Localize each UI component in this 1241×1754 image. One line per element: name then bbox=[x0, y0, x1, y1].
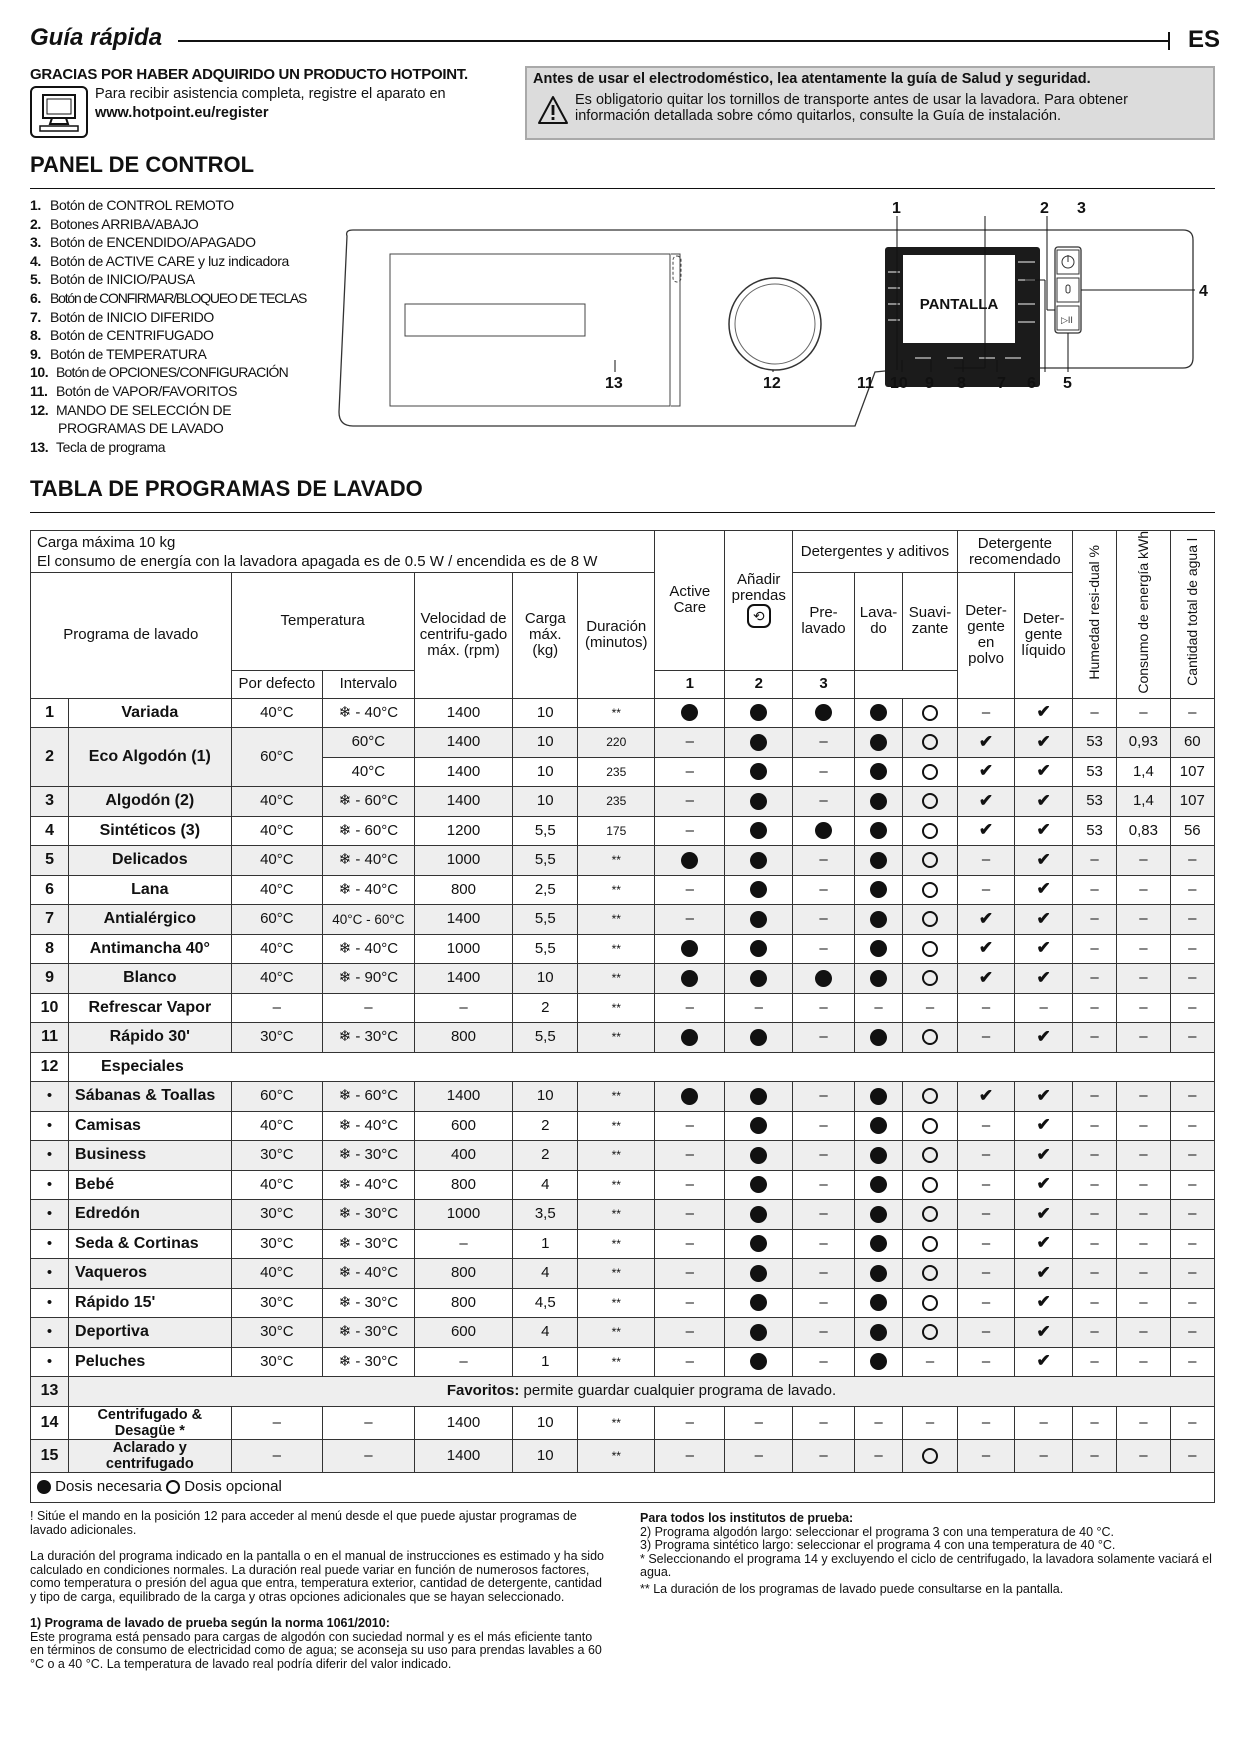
check-icon: ✔ bbox=[978, 908, 994, 928]
check-icon: ✔ bbox=[1036, 1351, 1051, 1371]
th-recommended: Detergente recomendado bbox=[957, 531, 1072, 573]
dose-required-icon bbox=[750, 911, 767, 928]
check-icon: ✔ bbox=[1036, 702, 1051, 722]
dose-optional-icon bbox=[922, 970, 938, 986]
dose-optional-icon bbox=[922, 705, 938, 721]
dose-required-icon bbox=[870, 1324, 887, 1341]
dose-required-icon bbox=[870, 1235, 887, 1252]
check-icon: ✔ bbox=[1036, 849, 1051, 869]
dose-required-icon bbox=[750, 1088, 767, 1105]
dose-required-icon bbox=[750, 793, 767, 810]
table-row: 11 Rápido 30' 30°C ❄ - 30°C 800 5,5 ** – – ✔ – – – bbox=[31, 1023, 1215, 1053]
callout-6: 6 bbox=[1027, 375, 1036, 392]
dose-optional-icon bbox=[166, 1480, 180, 1494]
dose-required-icon bbox=[815, 822, 832, 839]
dose-required-icon bbox=[750, 1265, 767, 1282]
dose-required-icon bbox=[681, 940, 698, 957]
warning-icon bbox=[537, 95, 569, 125]
th-duration: Duración (minutos) bbox=[578, 573, 655, 699]
table-row: 8 Antimancha 40° 40°C ❄ - 40°C 1000 5,5 ** – ✔ ✔ – – – bbox=[31, 934, 1215, 964]
table-row: 6 Lana 40°C ❄ - 40°C 800 2,5 ** – – – ✔ – – – bbox=[31, 875, 1215, 905]
control-panel-legend bbox=[30, 196, 306, 456]
check-icon: ✔ bbox=[1036, 790, 1051, 810]
table-row: 2 Eco Algodón (1) 60°C 60°C 1400 10 220 – – ✔ ✔ 53 0,93 60 bbox=[31, 728, 1215, 758]
legend-item: 11. Botón de VAPOR/FAVORITOS bbox=[30, 382, 238, 399]
dose-optional-icon bbox=[922, 793, 938, 809]
dose-required-icon bbox=[750, 852, 767, 869]
check-icon: ✔ bbox=[1036, 761, 1051, 781]
callout-9: 9 bbox=[925, 375, 934, 392]
callout-13: 13 bbox=[605, 375, 623, 392]
footnote: La duración del programa indicado en la pantalla o en el manual de instrucciones es estimado y ha sido calculado en condiciones normales. La duración real puede variar en función de numerosos factores, como temperatura o presión del agua que entra, temperatura exterior, cantidad de detergente, cantidad y tipo de carga, equilibrado de la carga y otras opciones adicionales que se hayan seleccionado. bbox=[30, 1549, 604, 1604]
callout-11: 11 bbox=[857, 375, 874, 392]
th-detergents: Detergentes y aditivos bbox=[793, 531, 958, 573]
display-label: PANTALLA bbox=[919, 296, 999, 313]
legend-item: PROGRAMAS DE LAVADO bbox=[58, 420, 224, 437]
dose-optional-icon bbox=[922, 1177, 938, 1193]
check-icon: ✔ bbox=[1036, 1085, 1051, 1105]
dose-required-icon bbox=[681, 1029, 698, 1046]
dose-required-icon bbox=[750, 1353, 767, 1370]
dose-required-icon bbox=[750, 1117, 767, 1134]
control-panel-diagram bbox=[335, 200, 1215, 440]
table-row: 14 Centrifugado & Desagüe * – – 1400 10 ** – – – – – – – – – – bbox=[31, 1406, 1215, 1439]
page-title: Guía rápida bbox=[30, 24, 163, 51]
table-row: • Peluches 30°C ❄ - 30°C – 1 ** – – – – ✔ – – – bbox=[31, 1347, 1215, 1377]
table-row: • Edredón 30°C ❄ - 30°C 1000 3,5 ** – – – ✔ – – – bbox=[31, 1200, 1215, 1230]
dose-required-icon bbox=[870, 734, 887, 751]
table-row: • Seda & Cortinas 30°C ❄ - 30°C – 1 ** – – – ✔ – – – bbox=[31, 1229, 1215, 1259]
dose-required-icon bbox=[870, 1029, 887, 1046]
th-active-care: Active Care bbox=[655, 531, 725, 671]
check-icon: ✔ bbox=[1036, 1262, 1051, 1282]
table-row: • Bebé 40°C ❄ - 40°C 800 4 ** – – – ✔ – – – bbox=[31, 1170, 1215, 1200]
check-icon: ✔ bbox=[1036, 967, 1051, 987]
safety-notice bbox=[525, 66, 1215, 140]
th-powder: Deter-gente en polvo bbox=[957, 573, 1015, 699]
dose-required-icon bbox=[870, 763, 887, 780]
th-d2: 2 bbox=[725, 670, 793, 698]
dose-optional-icon bbox=[922, 764, 938, 780]
check-icon: ✔ bbox=[1036, 1144, 1051, 1164]
dose-required-icon bbox=[750, 1029, 767, 1046]
dose-required-icon bbox=[750, 881, 767, 898]
safety-title: Antes de usar el electrodoméstico, lea atentamente la guía de Salud y seguridad. bbox=[533, 71, 1091, 87]
favorites-note: Favoritos: permite guardar cualquier programa de lavado. bbox=[69, 1377, 1215, 1407]
legend-item: 8. Botón de CENTRIFUGADO bbox=[30, 327, 214, 344]
title-rule bbox=[178, 40, 1168, 42]
legend-item: 4. Botón de ACTIVE CARE y luz indicadora bbox=[30, 252, 289, 269]
callout-7: 7 bbox=[997, 375, 1006, 392]
dose-required-icon bbox=[681, 704, 698, 721]
callout-3: 3 bbox=[1077, 200, 1086, 217]
table-header-load: Carga máxima 10 kg El consumo de energía con la lavadora apagada es de 0.5 W / encendida es de 8 W bbox=[31, 531, 655, 573]
check-icon: ✔ bbox=[1036, 1292, 1051, 1312]
dose-required-icon bbox=[750, 1206, 767, 1223]
legend-item: 9. Botón de TEMPERATURA bbox=[30, 345, 207, 362]
dose-required-icon bbox=[870, 1147, 887, 1164]
dose-required-icon bbox=[750, 763, 767, 780]
thanks-heading: GRACIAS POR HABER ADQUIRIDO UN PRODUCTO HOTPOINT. bbox=[30, 66, 468, 83]
footnote: ! Sitúe el mando en la posición 12 para acceder al menú desde el que puede ajustar programas de lavado adicionales. bbox=[30, 1509, 577, 1537]
check-icon: ✔ bbox=[1036, 820, 1051, 840]
dose-required-icon bbox=[750, 1235, 767, 1252]
dose-optional-icon bbox=[922, 852, 938, 868]
dose-required-icon bbox=[870, 1353, 887, 1370]
th-temp-default: Por defecto bbox=[231, 670, 323, 698]
table-row: • Deportiva 30°C ❄ - 30°C 600 4 ** – – – ✔ – – – bbox=[31, 1318, 1215, 1348]
th-softener: Suavi-zante bbox=[903, 573, 958, 671]
table-row: • Camisas 40°C ❄ - 40°C 600 2 ** – – – ✔ – – – bbox=[31, 1111, 1215, 1141]
table-row: 3 Algodón (2) 40°C ❄ - 60°C 1400 10 235 – – ✔ ✔ 53 1,4 107 bbox=[31, 787, 1215, 817]
dose-required-icon bbox=[870, 1206, 887, 1223]
table-row: 10 Refrescar Vapor – – – 2 ** – – – – – – – – – – bbox=[31, 993, 1215, 1023]
dose-optional-icon bbox=[922, 1265, 938, 1281]
legend-item: 5. Botón de INICIO/PAUSA bbox=[30, 271, 195, 288]
footnote: 3) Programa sintético largo: seleccionar el programa 4 con una temperatura de 40 °C. bbox=[640, 1538, 1116, 1552]
legend-item: 6. Botón de CONFIRMAR/BLOQUEO DE TECLAS bbox=[30, 289, 307, 306]
dose-optional-icon bbox=[922, 1118, 938, 1134]
table-row: 1 Variada 40°C ❄ - 40°C 1400 10 ** – ✔ – – – bbox=[31, 698, 1215, 728]
table-row: • Sábanas & Toallas 60°C ❄ - 60°C 1400 10 ** – ✔ ✔ – – – bbox=[31, 1082, 1215, 1112]
check-icon: ✔ bbox=[978, 761, 994, 781]
footnote: 2) Programa algodón largo: seleccionar el programa 3 con una temperatura de 40 °C. bbox=[640, 1524, 1115, 1539]
dose-optional-icon bbox=[922, 911, 938, 927]
dose-required-icon bbox=[870, 1265, 887, 1282]
dose-required-icon bbox=[750, 734, 767, 751]
programs-heading: TABLA DE PROGRAMAS DE LAVADO bbox=[30, 476, 423, 501]
dose-required-icon bbox=[37, 1480, 51, 1494]
dose-required-icon bbox=[815, 704, 832, 721]
table-row: 12 Especiales bbox=[31, 1052, 1215, 1082]
section-rule bbox=[30, 512, 1215, 513]
dose-optional-icon bbox=[922, 1029, 938, 1045]
check-icon: ✔ bbox=[978, 967, 994, 987]
programs-table bbox=[30, 530, 1215, 1503]
dose-required-icon bbox=[681, 1088, 698, 1105]
callout-4: 4 bbox=[1199, 283, 1208, 300]
footnotes-right bbox=[640, 1512, 1215, 1596]
th-load: Carga máx. (kg) bbox=[513, 573, 578, 699]
dose-required-icon bbox=[870, 970, 887, 987]
check-icon: ✔ bbox=[978, 1085, 994, 1105]
check-icon: ✔ bbox=[1036, 908, 1051, 928]
dose-required-icon bbox=[750, 970, 767, 987]
dose-required-icon bbox=[681, 852, 698, 869]
table-row: 13 Favoritos: permite guardar cualquier programa de lavado. bbox=[31, 1377, 1215, 1407]
table-row: 9 Blanco 40°C ❄ - 90°C 1400 10 ** ✔ ✔ – – – bbox=[31, 964, 1215, 994]
dose-optional-icon bbox=[922, 1147, 938, 1163]
footnote: ** La duración de los programas de lavado puede consultarse en la pantalla. bbox=[640, 1581, 1064, 1596]
th-prewash: Pre-lavado bbox=[793, 573, 855, 671]
th-humidity: Humedad resi-dual % bbox=[1072, 531, 1116, 699]
section-rule bbox=[30, 188, 1215, 189]
check-icon: ✔ bbox=[978, 938, 994, 958]
dose-required-icon bbox=[750, 1147, 767, 1164]
check-icon: ✔ bbox=[978, 820, 994, 840]
dose-required-icon bbox=[870, 911, 887, 928]
dose-legend: Dosis necesaria Dosis opcional bbox=[31, 1472, 1215, 1502]
check-icon: ✔ bbox=[1036, 1203, 1051, 1223]
language-code: ES bbox=[1188, 26, 1221, 53]
check-icon: ✔ bbox=[1036, 1174, 1051, 1194]
legend-item: 7. Botón de INICIO DIFERIDO bbox=[30, 308, 214, 325]
callout-8: 8 bbox=[957, 375, 966, 392]
dose-required-icon bbox=[870, 1176, 887, 1193]
dose-required-icon bbox=[870, 793, 887, 810]
table-row: • Rápido 15' 30°C ❄ - 30°C 800 4,5 ** – – – ✔ – – – bbox=[31, 1288, 1215, 1318]
legend-item: 13. Tecla de programa bbox=[30, 438, 166, 455]
control-panel-heading: PANEL DE CONTROL bbox=[30, 152, 255, 177]
check-icon: ✔ bbox=[1036, 938, 1051, 958]
dose-optional-icon bbox=[922, 1206, 938, 1222]
th-d3: 3 bbox=[793, 670, 855, 698]
check-icon: ✔ bbox=[1036, 731, 1051, 751]
dose-required-icon bbox=[870, 1117, 887, 1134]
check-icon: ✔ bbox=[1036, 1233, 1051, 1253]
dose-required-icon bbox=[870, 852, 887, 869]
dose-required-icon bbox=[750, 1176, 767, 1193]
footnotes-left bbox=[30, 1510, 605, 1671]
th-program: Programa de lavado bbox=[31, 573, 232, 699]
th-water: Cantidad total de agua l bbox=[1170, 531, 1214, 699]
svg-text:▷II: ▷II bbox=[1061, 315, 1073, 325]
dose-required-icon bbox=[815, 970, 832, 987]
dose-required-icon bbox=[870, 881, 887, 898]
callout-12: 12 bbox=[763, 375, 781, 392]
dose-optional-icon bbox=[922, 1448, 938, 1464]
callout-10: 10 bbox=[890, 375, 908, 392]
dose-optional-icon bbox=[922, 1324, 938, 1340]
check-icon: ✔ bbox=[978, 790, 994, 810]
dose-optional-icon bbox=[922, 941, 938, 957]
dose-required-icon bbox=[750, 1324, 767, 1341]
dose-required-icon bbox=[870, 1088, 887, 1105]
th-add-garments: Añadir prendas ⟲ bbox=[725, 531, 793, 671]
legend-item: 1. Botón de CONTROL REMOTO bbox=[30, 197, 234, 213]
table-row: 4 Sintéticos (3) 40°C ❄ - 60°C 1200 5,5 175 – ✔ ✔ 53 0,83 56 bbox=[31, 816, 1215, 846]
title-tick bbox=[1168, 32, 1170, 50]
callout-5: 5 bbox=[1063, 375, 1072, 392]
dose-required-icon bbox=[681, 970, 698, 987]
register-link[interactable]: www.hotpoint.eu/register bbox=[95, 105, 269, 121]
th-d1: 1 bbox=[655, 670, 725, 698]
safety-text: Es obligatorio quitar los tornillos de transporte antes de usar la lavadora. Para obtener información detallada sobre cómo quitarlos, consulte la Guía de instalación. bbox=[575, 92, 1128, 124]
dose-optional-icon bbox=[922, 734, 938, 750]
dose-optional-icon bbox=[922, 882, 938, 898]
table-row: • Vaqueros 40°C ❄ - 40°C 800 4 ** – – – ✔ – – – bbox=[31, 1259, 1215, 1289]
legend-item: 3. Botón de ENCENDIDO/APAGADO bbox=[30, 234, 256, 251]
dose-required-icon bbox=[750, 940, 767, 957]
table-row: 40°C 1400 10 235 – – ✔ ✔ 53 1,4 107 bbox=[31, 757, 1215, 787]
callout-2: 2 bbox=[1040, 200, 1049, 217]
check-icon: ✔ bbox=[1036, 1321, 1051, 1341]
table-row: 15 Aclarado y centrifugado – – 1400 10 ** – – – – – – – – – bbox=[31, 1439, 1215, 1472]
dose-optional-icon bbox=[922, 1295, 938, 1311]
table-row: 5 Delicados 40°C ❄ - 40°C 1000 5,5 ** – – ✔ – – – bbox=[31, 846, 1215, 876]
th-speed: Velocidad de centrifu-gado máx. (rpm) bbox=[414, 573, 513, 699]
th-temp-range: Intervalo bbox=[323, 670, 415, 698]
dose-required-icon bbox=[750, 704, 767, 721]
dose-required-icon bbox=[750, 822, 767, 839]
dose-optional-icon bbox=[922, 1088, 938, 1104]
check-icon: ✔ bbox=[1036, 879, 1051, 899]
callout-1: 1 bbox=[892, 200, 901, 217]
legend-item: 2. Botones ARRIBA/ABAJO bbox=[30, 215, 199, 232]
check-icon: ✔ bbox=[1036, 1115, 1051, 1135]
footnote: * Seleccionando el programa 14 y excluyendo el ciclo de centrifugado, la lavadora solamente vaciará el agua. bbox=[640, 1551, 1212, 1579]
table-row: • Business 30°C ❄ - 30°C 400 2 ** – – – ✔ – – – bbox=[31, 1141, 1215, 1171]
th-liquid: Deter-gente líquido bbox=[1015, 573, 1073, 699]
norm-title: 1) Programa de lavado de prueba según la norma 1061/2010: bbox=[30, 1616, 390, 1630]
check-icon: ✔ bbox=[978, 731, 994, 751]
testing-title: Para todos los institutos de prueba: bbox=[640, 1511, 854, 1525]
dose-optional-icon bbox=[922, 823, 938, 839]
dose-required-icon bbox=[750, 1294, 767, 1311]
programs-body bbox=[31, 698, 1215, 1472]
legend-item: 10. Botón de OPCIONES/CONFIGURACIÓN bbox=[30, 364, 288, 381]
dose-required-icon bbox=[870, 822, 887, 839]
check-icon: ✔ bbox=[1036, 1026, 1051, 1046]
dose-required-icon bbox=[870, 704, 887, 721]
th-wash: Lava-do bbox=[854, 573, 902, 671]
computer-icon bbox=[30, 86, 88, 138]
dose-required-icon bbox=[870, 1294, 887, 1311]
legend-item: 12. MANDO DE SELECCIÓN DE bbox=[30, 401, 232, 418]
add-garment-icon: ⟲ bbox=[747, 604, 771, 628]
th-energy: Consumo de energía kWh bbox=[1117, 531, 1170, 699]
norm-text: Este programa está pensado para cargas de algodón con suciedad normal y es el más eficiente tanto en términos de consumo de electricidad como de agua; se aconseja su uso para prendas lavables a 60 °C o a 40 °C. La temperatura de lavado real podría diferir del valor indicado. bbox=[30, 1629, 602, 1671]
dose-optional-icon bbox=[922, 1236, 938, 1252]
dose-required-icon bbox=[870, 940, 887, 957]
th-temperature: Temperatura bbox=[231, 573, 414, 671]
table-row: 7 Antialérgico 60°C 40°C - 60°C 1400 5,5 ** – – ✔ ✔ – – – bbox=[31, 905, 1215, 935]
register-text: Para recibir asistencia completa, registre el aparato en bbox=[95, 86, 446, 102]
